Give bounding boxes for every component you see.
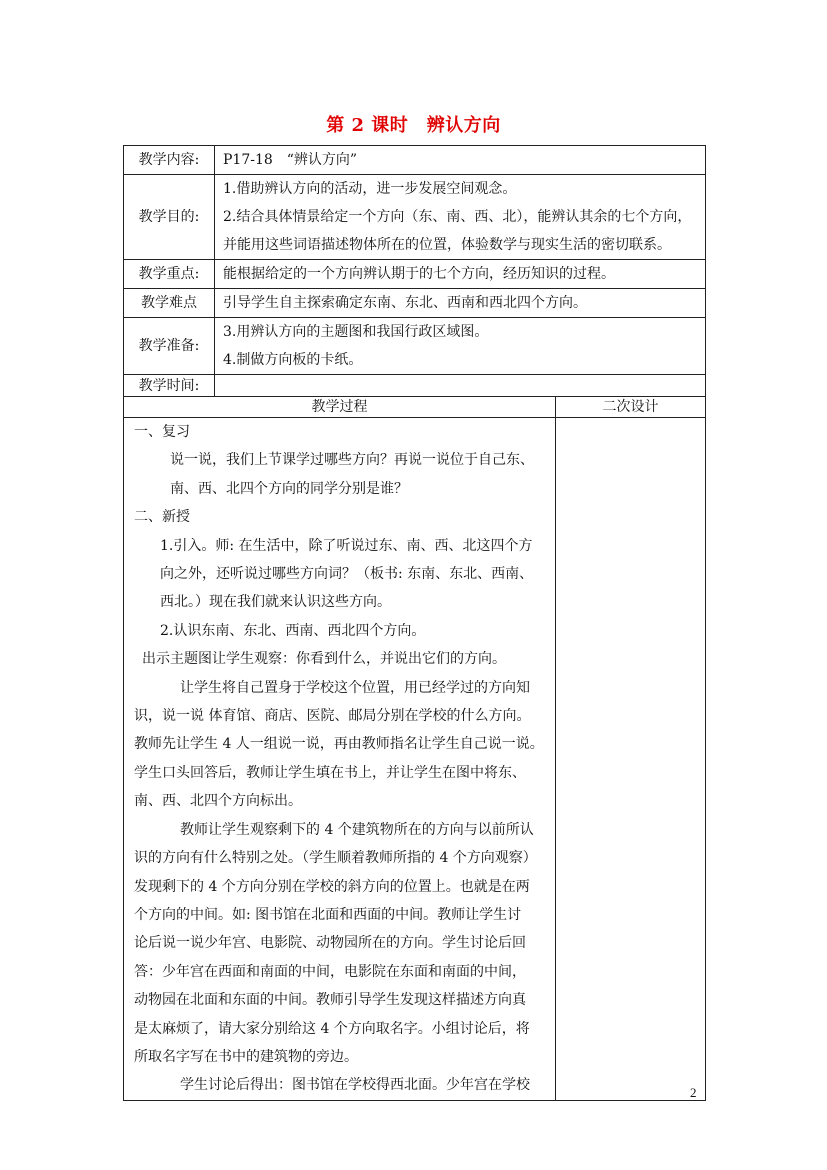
value-time (215, 375, 706, 397)
process-line: 说一说，我们上节课学过哪些方向？再说一说位于自己东、 (170, 452, 534, 469)
prep-item: 3.用辨认方向的主题图和我国行政区域图。 (223, 324, 489, 340)
label-key: 教学重点: (124, 260, 215, 289)
process-line: 是太麻烦了，请大家分别给这 4 个方向取名字。小组讨论后，将 (134, 1020, 530, 1037)
process-line: 个方向的中间。如: 图书馆在北面和西面的中间。教师让学生讨 (134, 906, 522, 923)
process-line: 南、西、北四个方向的同学分别是谁？ (170, 480, 408, 497)
process-line: 西北。）现在我们就来认识这些方向。 (160, 594, 391, 611)
value-difficulty: 引导学生自主探索确定东南、东北、西南和西北四个方向。 (215, 289, 706, 318)
process-line: 论后说一说少年宫、电影院、动物园所在的方向。学生讨论后回 (134, 935, 526, 952)
process-line: 所取名字写在书中的建筑物的旁边。 (134, 1048, 358, 1065)
process-line: 向之外，还听说过哪些方向词？（板书: 东南、东北、西南、 (160, 566, 534, 583)
process-line: 学生讨论后得出：图书馆在学校得西北面。少年宫在学校 (180, 1077, 530, 1094)
page-number: 2 (690, 1085, 697, 1100)
header-second-design: 二次设计 (556, 397, 706, 418)
label-prep: 教学准备: (124, 318, 215, 375)
process-line: 让学生将自己置身于学校这个位置，用已经学过的方向知 (180, 679, 530, 696)
row-headers (124, 397, 706, 418)
label-content: 教学内容: (124, 146, 215, 175)
row-difficulty (124, 289, 706, 318)
row-prep (124, 318, 706, 375)
row-process (124, 418, 706, 1101)
section-heading: 一、复习 (134, 424, 190, 440)
value-key: 能根据给定的一个方向辨认期于的七个方向，经历知识的过程。 (215, 260, 706, 289)
process-line: 识，说一说 体育馆、商店、医院、邮局分别在学校的什么方向。 (134, 708, 531, 725)
row-key (124, 260, 706, 289)
process-line: 1.引入。师: 在生活中，除了听说过东、南、西、北这四个方 (160, 537, 533, 554)
row-content (124, 146, 706, 175)
process-line: 答：少年宫在西面和南面的中间，电影院在东面和南面的中间， (134, 963, 526, 980)
process-content (124, 418, 556, 1101)
value-prep (215, 318, 706, 375)
process-line: 教师让学生观察剩下的 4 个建筑物所在的方向与以前所认 (180, 821, 534, 838)
label-difficulty: 教学难点 (124, 289, 215, 318)
row-goals (124, 175, 706, 260)
process-line: 教师先让学生 4 人一组说一说，再由教师指名让学生自己说一说。 (134, 736, 544, 753)
process-line: 学生口头回答后，教师让学生填在书上，并让学生在图中将东、 (134, 764, 526, 781)
second-design-area (556, 418, 706, 1101)
process-line: 动物园在北面和东面的中间。教师引导学生发现这样描述方向真 (134, 992, 526, 1009)
value-goals (215, 175, 706, 260)
process-line: 南、西、北四个方向标出。 (134, 793, 302, 810)
goal-item: 1.借助辨认方向的活动，进一步发展空间观念。 (223, 181, 517, 197)
goal-item: 2.结合具体情景给定一个方向（东、南、西、北），能辨认其余的七个方向，并能用这些词语描述物体所在的位置，体验数学与现实生活的密切联系。 (223, 209, 692, 253)
lesson-plan-table (123, 145, 706, 1101)
header-process: 教学过程 (124, 397, 556, 418)
process-line: 发现剩下的 4 个方向分别在学校的斜方向的位置上。也就是在两 (134, 878, 530, 895)
row-time (124, 375, 706, 397)
process-line: 2.认识东南、东北、西南、西北四个方向。 (160, 622, 426, 639)
process-line: 识的方向有什么特别之处。（学生顺着教师所指的 4 个方向观察） (134, 850, 537, 867)
prep-item: 4.制做方向板的卡纸。 (223, 352, 363, 368)
label-time: 教学时间: (124, 375, 215, 397)
label-goals: 教学目的: (124, 175, 215, 260)
page-title: 第 2 课时 辨认方向 (326, 115, 501, 136)
section-heading: 二、新授 (134, 509, 190, 526)
process-line: 出示主题图让学生观察：你看到什么，并说出它们的方向。 (142, 651, 506, 668)
value-content: P17-18 “辨认方向” (215, 146, 706, 175)
